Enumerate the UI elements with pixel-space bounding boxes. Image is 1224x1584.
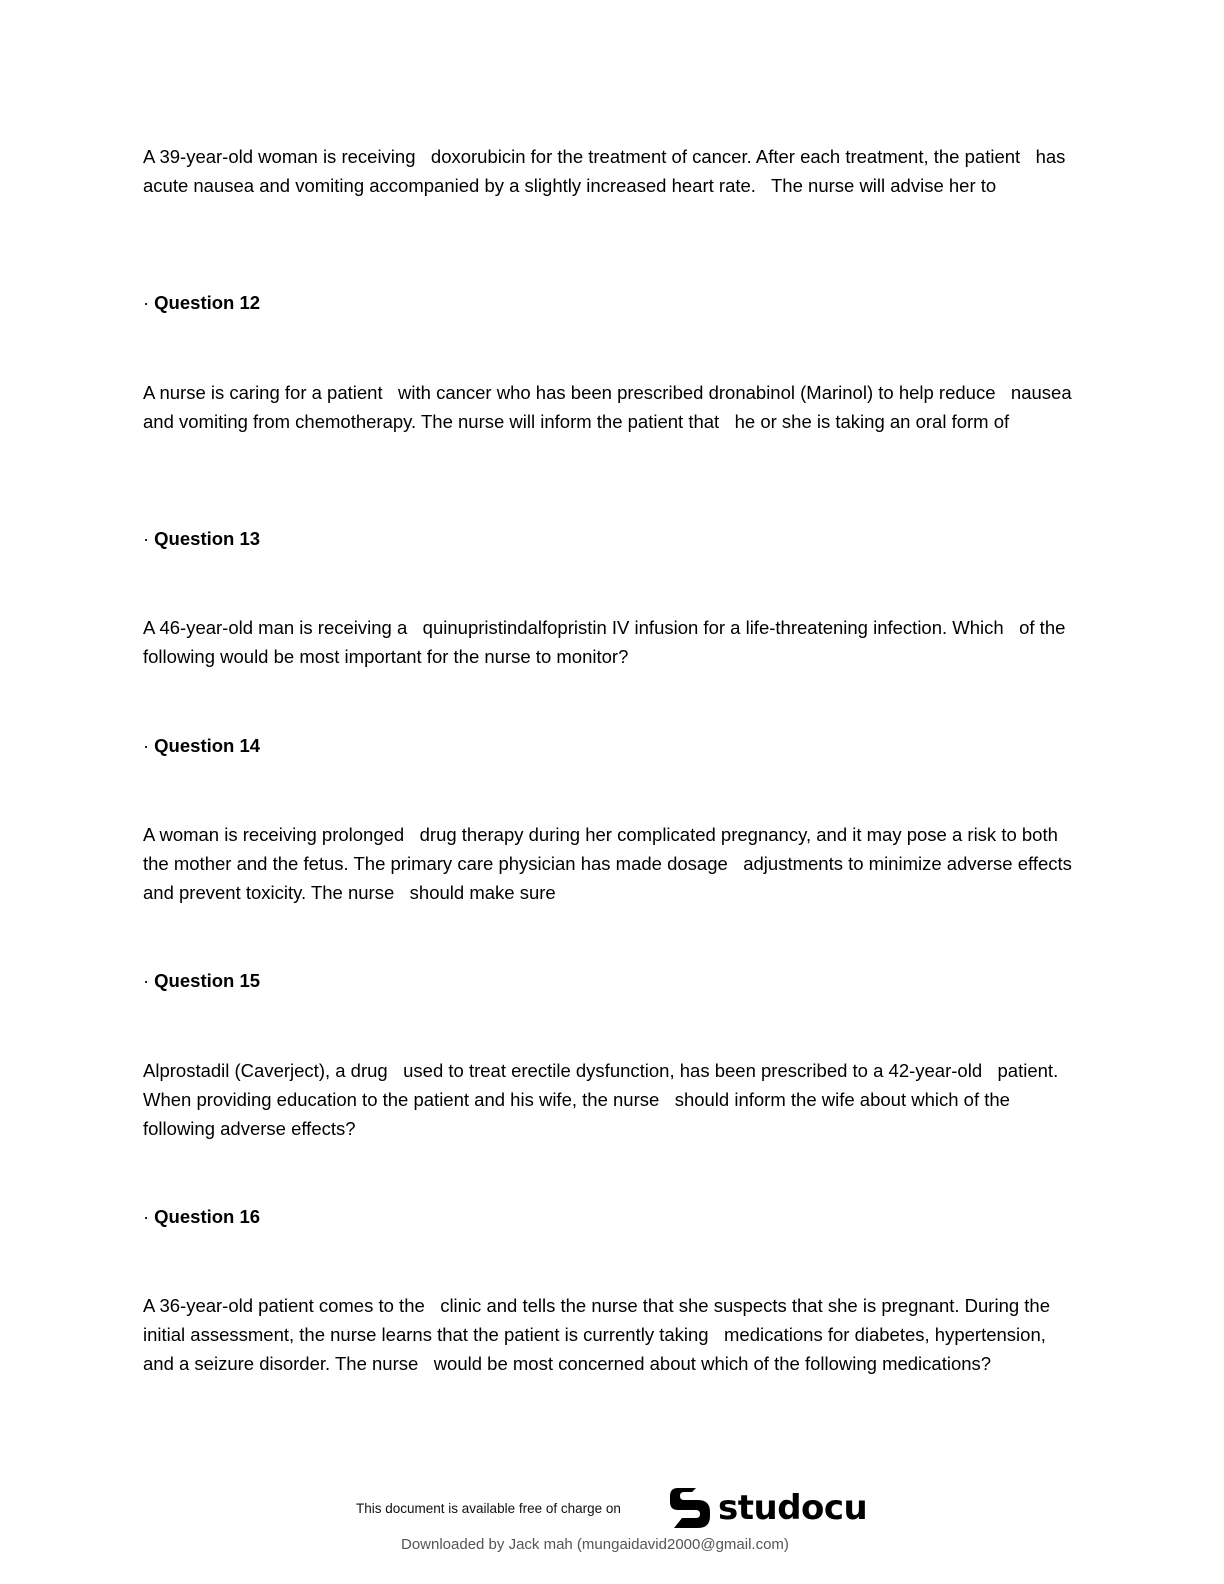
bullet: · <box>143 970 150 991</box>
bullet: · <box>143 528 150 549</box>
bullet: · <box>143 735 150 756</box>
bullet: · <box>143 1206 150 1227</box>
question-label: Question 15 <box>154 970 261 991</box>
download-attribution: Downloaded by Jack mah (mungaidavid2000@gmail.com) <box>401 1536 789 1553</box>
studocu-logo-icon <box>666 1484 714 1532</box>
studocu-wordmark: studocu <box>718 1488 868 1528</box>
question-16-text: A 36-year-old patient comes to the clinic and tells the nurse that she suspects that she is pregnant. During the initial assessment, the nurse learns that the patient is currently taking medications for diabetes, hypertension, and a seizure disorder. The nurse would be most concerned about which of the following medications? <box>143 1295 1066 1374</box>
question-15-text: Alprostadil (Caverject), a drug used to treat erectile dysfunction, has been prescribed to a 42-year-old patient. When providing education to the patient and his wife, the nurse should inform the wife about which of the following adverse effects? <box>143 1060 1064 1139</box>
question-label: Question 13 <box>154 528 261 549</box>
question-label: Question 16 <box>154 1206 261 1227</box>
question-14-text: A woman is receiving prolonged drug therapy during her complicated pregnancy, and it may pose a risk to both the mother and the fetus. The primary care physician has made dosage adjustments to minimize adverse effects and prevent toxicity. The nurse should make sure <box>143 824 1078 903</box>
question-13-heading <box>143 524 260 553</box>
question-14-heading <box>143 731 260 760</box>
question-label: Question 12 <box>154 292 261 313</box>
question-15-heading <box>143 966 260 995</box>
bullet: · <box>143 292 150 313</box>
question-12-text: A nurse is caring for a patient with cancer who has been prescribed dronabinol (Marinol) to help reduce nausea and vomiting from chemotherapy. The nurse will inform the patient that he or she is taking an oral form of <box>143 382 1077 432</box>
question-16-heading <box>143 1202 260 1231</box>
question-13-text: A 46-year-old man is receiving a quinupristindalfopristin IV infusion for a life-threatening infection. Which of the following would be most important for the nurse to monitor? <box>143 617 1071 667</box>
question-label: Question 14 <box>154 735 261 756</box>
studocu-logo[interactable] <box>666 1484 867 1532</box>
question-12-heading <box>143 288 260 317</box>
question-11-text: A 39-year-old woman is receiving doxorubicin for the treatment of cancer. After each treatment, the patient has acute nausea and vomiting accompanied by a slightly increased heart rate. The nurse will advise her to <box>143 146 1071 196</box>
availability-note: This document is available free of charge on <box>356 1501 621 1516</box>
